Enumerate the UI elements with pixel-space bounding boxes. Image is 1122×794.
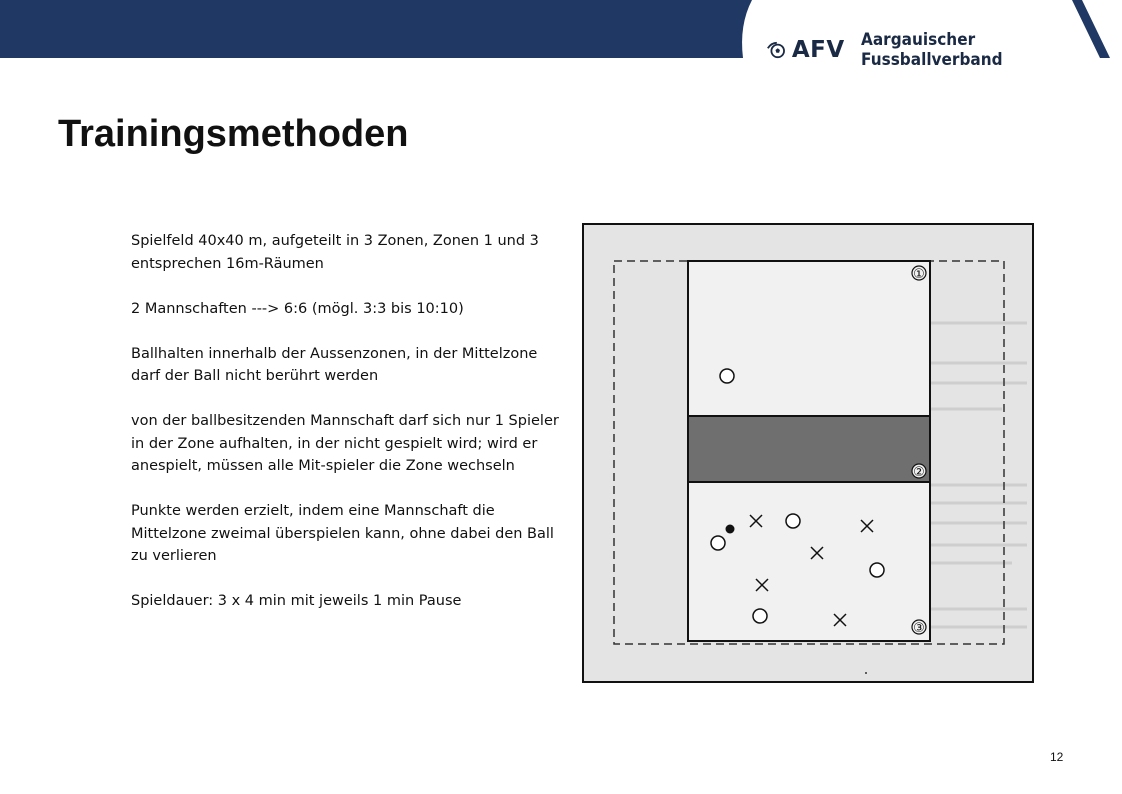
- scan-dot: [865, 672, 867, 674]
- logo-organization-name: Aargauischer Fussballverband: [860, 30, 1003, 70]
- field-diagram: [582, 223, 1034, 683]
- afv-logo: [766, 30, 1122, 70]
- page-number: 12: [1050, 750, 1064, 764]
- player-circle: [753, 609, 767, 623]
- player-circle: [786, 514, 800, 528]
- paragraph-duration: Spieldauer: 3 x 4 min mit jeweils 1 min Pause: [131, 593, 462, 609]
- description-text: [131, 230, 563, 635]
- slide-title: Trainingsmethoden: [58, 113, 409, 155]
- paragraph-teams: 2 Mannschaften ---> 6:6 (mögl. 3:3 bis 10:10): [131, 300, 464, 317]
- player-circle: [711, 536, 725, 550]
- player-circle: [720, 369, 734, 383]
- football-icon: [766, 39, 786, 61]
- player-circle: [870, 563, 884, 577]
- zone-3-label: ③: [913, 621, 925, 636]
- middle-zone: [688, 416, 930, 482]
- ball: [726, 525, 735, 534]
- logo-abbreviation: AFV: [791, 37, 845, 63]
- paragraph-zone-rule: von der ballbesitzenden Mannschaft darf sich nur 1 Spieler in der Zone aufhalten, in der nicht gespielt wird; wird er anespielt, müssen alle Mit-spieler die Zone wechseln: [131, 413, 559, 474]
- paragraph-ball-rules: Ballhalten innerhalb der Aussenzonen, in der Mittelzone darf der Ball nicht berührt werden: [131, 345, 538, 384]
- zone-1-label: ①: [913, 267, 925, 282]
- zone-2-label: ②: [913, 465, 925, 480]
- paragraph-scoring: Punkte werden erzielt, indem eine Mannschaft die Mittelzone zweimal überspielen kann, ohne dabei den Ball zu verlieren: [131, 503, 554, 564]
- paragraph-field-size: Spielfeld 40x40 m, aufgeteilt in 3 Zonen, Zonen 1 und 3 entsprechen 16m-Räumen: [131, 233, 539, 272]
